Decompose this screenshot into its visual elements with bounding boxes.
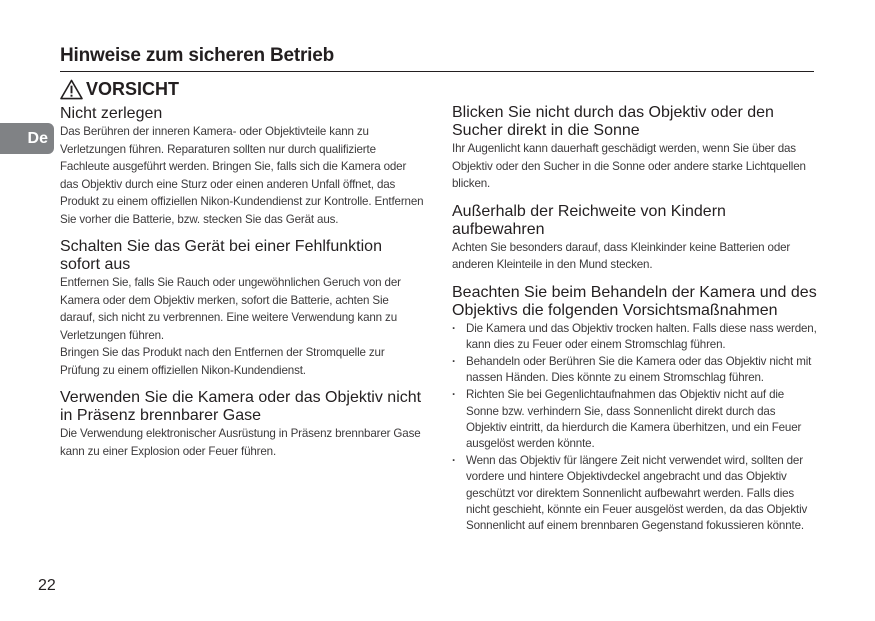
section-malfunction bbox=[60, 238, 426, 379]
right-column bbox=[452, 104, 818, 535]
warning-label: VORSICHT bbox=[86, 79, 180, 99]
title-divider bbox=[60, 71, 814, 72]
section-body-continued: Bringen Sie das Produkt nach den Entfernen der Stromquelle zur Prüfung zu einem offiziellen Nikon-Kundendienst. bbox=[60, 346, 385, 377]
section-heading: Blicken Sie nicht durch das Objektiv oder den Sucher direkt in die Sonne bbox=[452, 104, 774, 139]
section-children bbox=[452, 203, 818, 274]
section-heading: Außerhalb der Reichweite von Kindern aufbewahren bbox=[452, 202, 726, 238]
list-item: · Die Kamera und das Objektiv trocken halten. Falls diese nass werden, kann dies zu Feuer oder einem Stromschlag führen. bbox=[452, 321, 818, 353]
section-heading: Verwenden Sie die Kamera oder das Objektiv nicht in Präsenz brennbarer Gase bbox=[60, 389, 422, 424]
list-item: · Wenn das Objektiv für längere Zeit nicht verwendet wird, sollten der vordere und hintere Objektivdeckel angebracht und das Objektiv geschützt vor direktem Sonnenlicht aufbewahrt werden. Falls dies nicht geschieht, könnte ein Feuer ausgelöst werden, da das Objektiv Sonnenlicht auf einem brennbaren Gegenstand fokussieren könnte. bbox=[452, 453, 818, 534]
section-disassembly bbox=[60, 105, 426, 228]
section-heading: Nicht zerlegen bbox=[60, 105, 163, 122]
section-heading: Schalten Sie das Gerät bei einer Fehlfunktion sofort aus bbox=[60, 238, 382, 273]
section-handling bbox=[452, 284, 818, 535]
section-heading: Beachten Sie beim Behandeln der Kamera und des Objektivs die folgenden Vorsichtsmaßnahmen bbox=[452, 283, 817, 319]
precaution-list bbox=[452, 321, 818, 535]
page-number: 22 bbox=[38, 577, 56, 594]
page-title: Hinweise zum sicheren Betrieb bbox=[60, 45, 335, 66]
warning-triangle-icon bbox=[60, 79, 83, 100]
section-body: Das Berühren der inneren Kamera- oder Objektivteile kann zu Verletzungen führen. Reparaturen sollten nur durch qualifizierte Fachleute ausgeführt werden. Bringen Sie, falls sich die Kamera oder das Objektiv durch eine Sturz oder einen anderen Unfall öffnet, das Produkt zu einem offiziellen Nikon-Kundendienst zur Kontrolle. Entfernen Sie vorher die Batterie, bzw. stecken Sie das Gerät aus. bbox=[60, 125, 424, 226]
warning-heading bbox=[60, 79, 179, 100]
section-body: Achten Sie besonders darauf, dass Kleinkinder keine Batterien oder anderen Kleinteile in den Mund stecken. bbox=[452, 240, 791, 271]
section-body: Ihr Augenlicht kann dauerhaft geschädigt werden, wenn Sie über das Objektiv oder den Sucher in die Sonne oder andere starke Lichtquellen blicken. bbox=[452, 142, 806, 190]
list-item: · Richten Sie bei Gegenlichtaufnahmen das Objektiv nicht auf die Sonne bzw. verhindern Sie, dass Sonnenlicht direkt durch das Objektiv eintritt, da hierdurch die Kamera überhitzen, und ein Feuer ausgelöst werden könnte. bbox=[452, 387, 818, 452]
list-item: · Behandeln oder Berühren Sie die Kamera oder das Objektiv nicht mit nassen Händen. Dies könnte zu einem Stromschlag führen. bbox=[452, 354, 818, 386]
section-flammable-gas bbox=[60, 389, 426, 460]
section-sun bbox=[452, 104, 818, 193]
section-body: Die Verwendung elektronischer Ausrüstung in Präsenz brennbarer Gase kann zu einer Explosion oder Feuer führen. bbox=[60, 427, 421, 458]
language-tab: De bbox=[0, 123, 54, 154]
left-column bbox=[60, 105, 426, 460]
section-body: Entfernen Sie, falls Sie Rauch oder ungewöhnlichen Geruch von der Kamera oder dem Objektiv merken, sofort die Batterie, achten Sie darauf, sich nicht zu verbrennen. Eine weitere Verwendung kann zu Verletzungen führen. bbox=[60, 276, 401, 342]
